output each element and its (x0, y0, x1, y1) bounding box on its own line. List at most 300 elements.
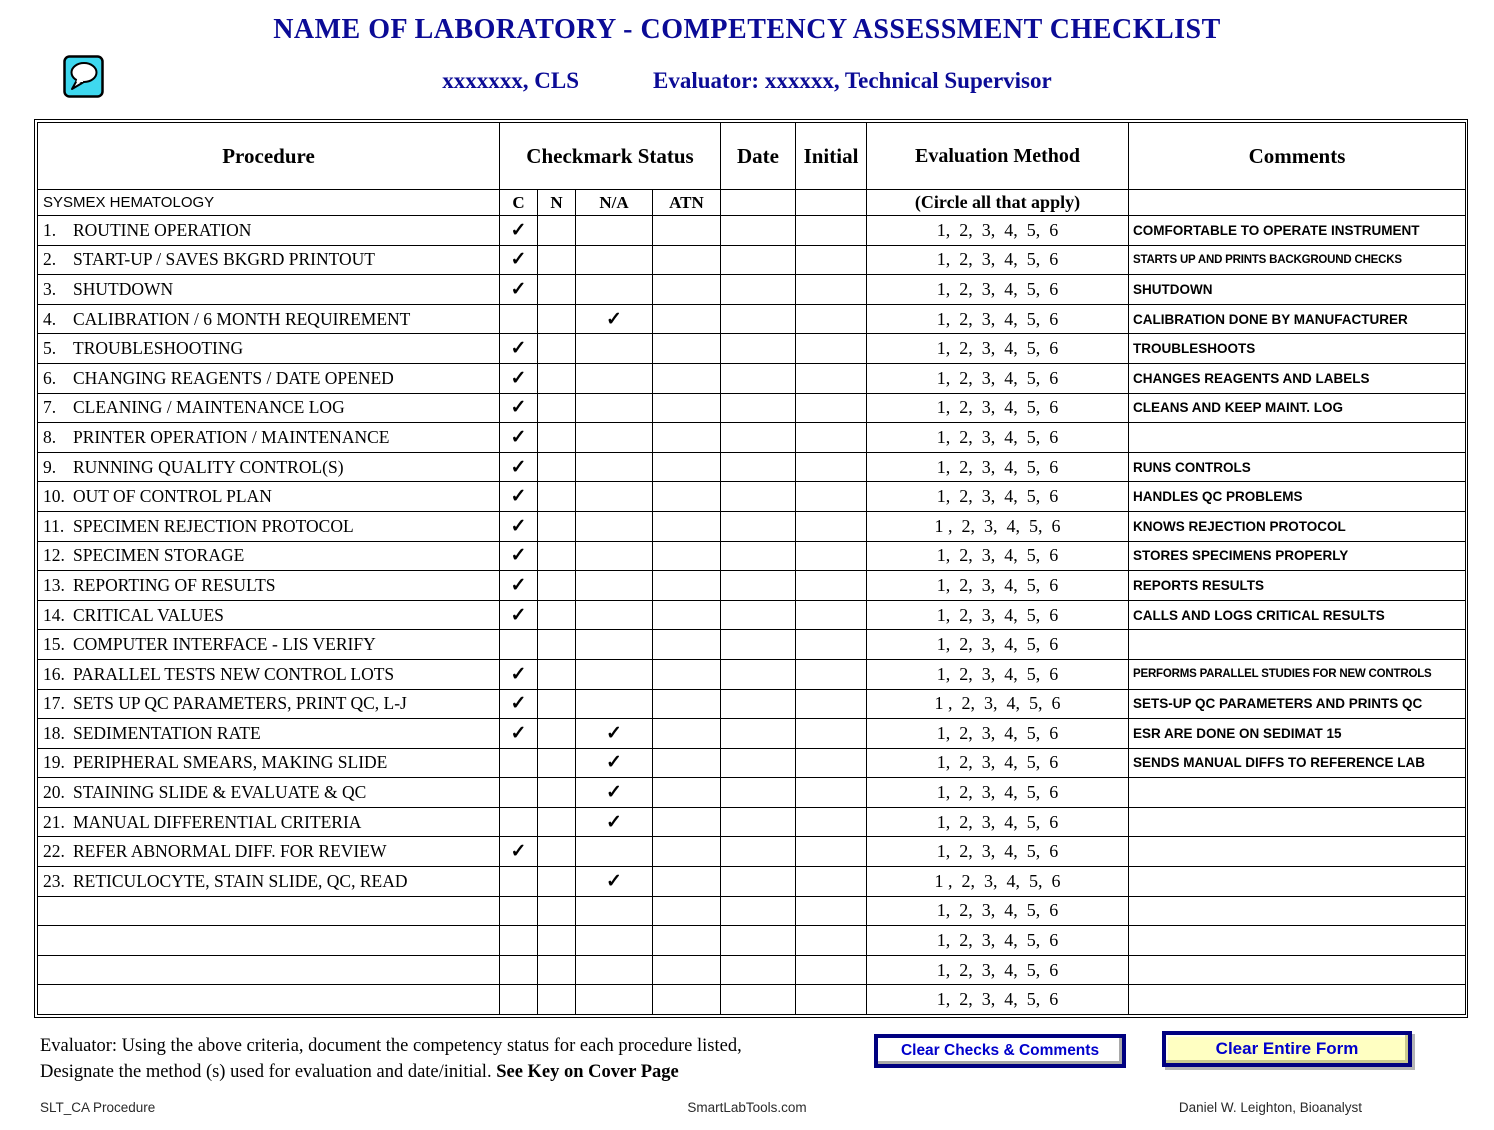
date-cell[interactable] (721, 985, 796, 1015)
check-n-cell[interactable] (538, 926, 576, 956)
initial-cell[interactable] (796, 334, 867, 364)
check-na-cell[interactable]: ✓ (576, 304, 653, 334)
check-n-cell[interactable] (538, 659, 576, 689)
comment-cell[interactable] (1129, 985, 1466, 1015)
procedure-cell: 11. SPECIMEN REJECTION PROTOCOL (38, 511, 500, 541)
date-cell[interactable] (721, 778, 796, 808)
check-atn-cell[interactable] (653, 748, 721, 778)
initial-cell[interactable] (796, 837, 867, 867)
evaluator-name: Evaluator: xxxxxx, Technical Supervisor (653, 68, 1052, 93)
check-n-cell[interactable] (538, 689, 576, 719)
doc-source: SmartLabTools.com (687, 1100, 807, 1115)
check-n-cell[interactable] (538, 896, 576, 926)
initial-cell[interactable] (796, 511, 867, 541)
check-atn-cell[interactable] (653, 955, 721, 985)
date-cell[interactable] (721, 571, 796, 601)
check-n-cell[interactable] (538, 363, 576, 393)
date-cell[interactable] (721, 689, 796, 719)
eval-method-cell[interactable]: 1, 2, 3, 4, 5, 6 (867, 807, 1129, 837)
procedure-cell: 16. PARALLEL TESTS NEW CONTROL LOTS (38, 659, 500, 689)
check-n-cell[interactable] (538, 955, 576, 985)
checklist-table (34, 119, 1468, 1018)
eval-method-cell[interactable]: 1, 2, 3, 4, 5, 6 (867, 571, 1129, 601)
eval-method-cell[interactable]: 1, 2, 3, 4, 5, 6 (867, 363, 1129, 393)
check-n-cell[interactable] (538, 807, 576, 837)
check-na-cell[interactable]: ✓ (576, 719, 653, 749)
check-c-cell[interactable]: ✓ (500, 452, 538, 482)
procedure-cell: 18. SEDIMENTATION RATE (38, 719, 500, 749)
check-atn-cell[interactable] (653, 659, 721, 689)
table-row (38, 363, 1466, 393)
eval-method-cell[interactable]: 1, 2, 3, 4, 5, 6 (867, 659, 1129, 689)
date-cell[interactable] (721, 926, 796, 956)
date-cell[interactable] (721, 334, 796, 364)
table-row (38, 541, 1466, 571)
initial-cell[interactable] (796, 275, 867, 305)
check-na-cell[interactable]: ✓ (576, 867, 653, 897)
comment-cell[interactable]: COMFORTABLE TO OPERATE INSTRUMENT (1129, 216, 1466, 246)
check-n-cell[interactable] (538, 867, 576, 897)
check-na-cell[interactable] (576, 393, 653, 423)
check-na-cell[interactable] (576, 659, 653, 689)
evaluator-note-line1: Evaluator: Using the above criteria, document the competency status for each procedure listed, (40, 1036, 742, 1056)
check-c-cell[interactable]: ✓ (500, 334, 538, 364)
procedure-cell (38, 985, 500, 1015)
table-row (38, 719, 1466, 749)
procedure-cell: 20. STAINING SLIDE & EVALUATE & QC (38, 778, 500, 808)
initial-cell[interactable] (796, 600, 867, 630)
check-atn-cell[interactable] (653, 541, 721, 571)
initial-cell[interactable] (796, 748, 867, 778)
eval-method-cell[interactable]: 1, 2, 3, 4, 5, 6 (867, 423, 1129, 453)
check-na-cell[interactable] (576, 275, 653, 305)
check-n-cell[interactable] (538, 837, 576, 867)
eval-note: (Circle all that apply) (867, 190, 1129, 216)
check-atn-cell[interactable] (653, 837, 721, 867)
header-date: Date (721, 123, 796, 190)
check-atn-cell[interactable] (653, 245, 721, 275)
clear-form-button[interactable]: Clear Entire Form (1162, 1031, 1412, 1067)
evaluator-instructions (40, 1033, 742, 1085)
check-na-cell[interactable] (576, 571, 653, 601)
comment-cell[interactable]: SETS-UP QC PARAMETERS AND PRINTS QC (1129, 689, 1466, 719)
table-row (38, 245, 1466, 275)
check-c-cell[interactable] (500, 867, 538, 897)
check-atn-cell[interactable] (653, 275, 721, 305)
comment-cell[interactable]: ESR ARE DONE ON SEDIMAT 15 (1129, 719, 1466, 749)
check-c-cell[interactable]: ✓ (500, 719, 538, 749)
initial-cell[interactable] (796, 926, 867, 956)
date-cell[interactable] (721, 630, 796, 660)
initial-cell[interactable] (796, 985, 867, 1015)
check-c-cell[interactable]: ✓ (500, 423, 538, 453)
table-row (38, 659, 1466, 689)
check-n-cell[interactable] (538, 393, 576, 423)
initial-cell[interactable] (796, 452, 867, 482)
check-atn-cell[interactable] (653, 985, 721, 1015)
comment-cell[interactable]: RUNS CONTROLS (1129, 452, 1466, 482)
check-c-cell[interactable]: ✓ (500, 600, 538, 630)
table-row (38, 837, 1466, 867)
check-c-cell[interactable]: ✓ (500, 275, 538, 305)
eval-method-cell[interactable]: 1, 2, 3, 4, 5, 6 (867, 896, 1129, 926)
check-na-cell[interactable] (576, 837, 653, 867)
procedure-cell: 7. CLEANING / MAINTENANCE LOG (38, 393, 500, 423)
procedure-cell: 15. COMPUTER INTERFACE - LIS VERIFY (38, 630, 500, 660)
check-n-cell[interactable] (538, 245, 576, 275)
procedure-cell: 23. RETICULOCYTE, STAIN SLIDE, QC, READ (38, 867, 500, 897)
eval-method-cell[interactable]: 1, 2, 3, 4, 5, 6 (867, 719, 1129, 749)
initial-cell[interactable] (796, 896, 867, 926)
date-cell[interactable] (721, 482, 796, 512)
header-evaluation-method: Evaluation Method (867, 123, 1129, 190)
comment-cell[interactable]: CALLS AND LOGS CRITICAL RESULTS (1129, 600, 1466, 630)
check-c-cell[interactable]: ✓ (500, 659, 538, 689)
table-row (38, 985, 1466, 1015)
subheader-initial-cell (796, 190, 867, 216)
check-atn-cell[interactable] (653, 689, 721, 719)
check-atn-cell[interactable] (653, 393, 721, 423)
table-row (38, 393, 1466, 423)
initial-cell[interactable] (796, 393, 867, 423)
check-atn-cell[interactable] (653, 778, 721, 808)
initial-cell[interactable] (796, 807, 867, 837)
procedure-cell: 9. RUNNING QUALITY CONTROL(S) (38, 452, 500, 482)
eval-method-cell[interactable]: 1, 2, 3, 4, 5, 6 (867, 304, 1129, 334)
eval-method-cell[interactable]: 1, 2, 3, 4, 5, 6 (867, 245, 1129, 275)
initial-cell[interactable] (796, 304, 867, 334)
table-row (38, 571, 1466, 601)
initial-cell[interactable] (796, 719, 867, 749)
check-atn-cell[interactable] (653, 571, 721, 601)
check-atn-cell[interactable] (653, 334, 721, 364)
comment-cell[interactable]: REPORTS RESULTS (1129, 571, 1466, 601)
procedure-cell: 12. SPECIMEN STORAGE (38, 541, 500, 571)
date-cell[interactable] (721, 896, 796, 926)
table-row (38, 896, 1466, 926)
comment-cell[interactable]: STARTS UP AND PRINTS BACKGROUND CHECKS (1129, 245, 1466, 275)
comment-cell[interactable] (1129, 837, 1466, 867)
check-na-cell[interactable] (576, 216, 653, 246)
eval-method-cell[interactable]: 1, 2, 3, 4, 5, 6 (867, 275, 1129, 305)
table-row (38, 778, 1466, 808)
date-cell[interactable] (721, 748, 796, 778)
initial-cell[interactable] (796, 778, 867, 808)
date-cell[interactable] (721, 719, 796, 749)
comment-cell[interactable] (1129, 867, 1466, 897)
check-c-cell[interactable] (500, 304, 538, 334)
check-n-cell[interactable] (538, 423, 576, 453)
check-c-cell[interactable]: ✓ (500, 482, 538, 512)
check-atn-cell[interactable] (653, 630, 721, 660)
initial-cell[interactable] (796, 955, 867, 985)
procedure-cell (38, 955, 500, 985)
check-na-cell[interactable] (576, 245, 653, 275)
check-n-cell[interactable] (538, 304, 576, 334)
eval-method-cell[interactable]: 1 , 2, 3, 4, 5, 6 (867, 511, 1129, 541)
table-row (38, 926, 1466, 956)
eval-method-cell[interactable]: 1, 2, 3, 4, 5, 6 (867, 778, 1129, 808)
procedure-cell: 14. CRITICAL VALUES (38, 600, 500, 630)
check-na-cell[interactable] (576, 630, 653, 660)
initial-cell[interactable] (796, 363, 867, 393)
check-n-cell[interactable] (538, 985, 576, 1015)
comment-cell[interactable]: TROUBLESHOOTS (1129, 334, 1466, 364)
procedure-cell: 13. REPORTING OF RESULTS (38, 571, 500, 601)
clear-checks-button[interactable]: Clear Checks & Comments (874, 1034, 1126, 1068)
table-row (38, 334, 1466, 364)
comment-cell[interactable]: CLEANS AND KEEP MAINT. LOG (1129, 393, 1466, 423)
subheader-comments-cell (1129, 190, 1466, 216)
check-c-cell[interactable]: ✓ (500, 216, 538, 246)
header-checkmark-status: Checkmark Status (500, 123, 721, 190)
table-row (38, 275, 1466, 305)
check-na-cell[interactable]: ✓ (576, 778, 653, 808)
check-na-cell[interactable] (576, 452, 653, 482)
check-atn-cell[interactable] (653, 867, 721, 897)
procedure-cell: 3. SHUTDOWN (38, 275, 500, 305)
check-c-cell[interactable] (500, 955, 538, 985)
check-c-cell[interactable]: ✓ (500, 541, 538, 571)
check-atn-cell[interactable] (653, 926, 721, 956)
date-cell[interactable] (721, 304, 796, 334)
check-na-cell[interactable] (576, 541, 653, 571)
check-n-cell[interactable] (538, 482, 576, 512)
date-cell[interactable] (721, 867, 796, 897)
see-key-note: See Key on Cover Page (496, 1062, 679, 1082)
check-na-cell[interactable] (576, 334, 653, 364)
check-n-cell[interactable] (538, 541, 576, 571)
check-n-cell[interactable] (538, 334, 576, 364)
date-cell[interactable] (721, 216, 796, 246)
table-subheader-row (38, 190, 1466, 216)
check-c-cell[interactable]: ✓ (500, 837, 538, 867)
date-cell[interactable] (721, 245, 796, 275)
procedure-cell: 22. REFER ABNORMAL DIFF. FOR REVIEW (38, 837, 500, 867)
check-c-cell[interactable] (500, 748, 538, 778)
comment-cell[interactable] (1129, 955, 1466, 985)
check-na-cell[interactable] (576, 600, 653, 630)
procedure-cell: 19. PERIPHERAL SMEARS, MAKING SLIDE (38, 748, 500, 778)
check-na-cell[interactable] (576, 363, 653, 393)
date-cell[interactable] (721, 807, 796, 837)
check-atn-cell[interactable] (653, 452, 721, 482)
doc-author: Daniel W. Leighton, Bioanalyst (1178, 1100, 1362, 1115)
check-c-cell[interactable]: ✓ (500, 511, 538, 541)
doc-id: SLT_CA Procedure (40, 1100, 156, 1115)
comment-cell[interactable]: STORES SPECIMENS PROPERLY (1129, 541, 1466, 571)
procedure-cell: 4. CALIBRATION / 6 MONTH REQUIREMENT (38, 304, 500, 334)
check-na-cell[interactable] (576, 482, 653, 512)
check-n-cell[interactable] (538, 630, 576, 660)
date-cell[interactable] (721, 363, 796, 393)
table-row (38, 689, 1466, 719)
eval-method-cell[interactable]: 1, 2, 3, 4, 5, 6 (867, 541, 1129, 571)
check-n-cell[interactable] (538, 452, 576, 482)
check-n-cell[interactable] (538, 719, 576, 749)
check-n-cell[interactable] (538, 600, 576, 630)
check-c-cell[interactable] (500, 630, 538, 660)
eval-method-cell[interactable]: 1, 2, 3, 4, 5, 6 (867, 216, 1129, 246)
check-atn-cell[interactable] (653, 363, 721, 393)
date-cell[interactable] (721, 423, 796, 453)
check-c-cell[interactable]: ✓ (500, 245, 538, 275)
table-row (38, 423, 1466, 453)
initial-cell[interactable] (796, 571, 867, 601)
comment-cell[interactable]: KNOWS REJECTION PROTOCOL (1129, 511, 1466, 541)
check-c-cell[interactable]: ✓ (500, 363, 538, 393)
procedure-cell: 21. MANUAL DIFFERENTIAL CRITERIA (38, 807, 500, 837)
procedure-cell: 17. SETS UP QC PARAMETERS, PRINT QC, L-J (38, 689, 500, 719)
check-c-cell[interactable] (500, 896, 538, 926)
check-c-cell[interactable] (500, 926, 538, 956)
table-row (38, 511, 1466, 541)
eval-method-cell[interactable]: 1, 2, 3, 4, 5, 6 (867, 393, 1129, 423)
subtitle-row (0, 68, 1494, 94)
initial-cell[interactable] (796, 659, 867, 689)
initial-cell[interactable] (796, 689, 867, 719)
eval-method-cell[interactable]: 1, 2, 3, 4, 5, 6 (867, 837, 1129, 867)
status-col-atn: ATN (653, 190, 721, 216)
check-c-cell[interactable]: ✓ (500, 393, 538, 423)
comment-cell[interactable]: SHUTDOWN (1129, 275, 1466, 305)
check-atn-cell[interactable] (653, 482, 721, 512)
eval-method-cell[interactable]: 1, 2, 3, 4, 5, 6 (867, 600, 1129, 630)
page-title: NAME OF LABORATORY - COMPETENCY ASSESSMENT CHECKLIST (273, 14, 1221, 45)
comment-cell[interactable]: CALIBRATION DONE BY MANUFACTURER (1129, 304, 1466, 334)
procedure-cell (38, 926, 500, 956)
comment-cell[interactable] (1129, 807, 1466, 837)
employee-name: xxxxxxx, CLS (442, 68, 580, 93)
eval-method-cell[interactable]: 1, 2, 3, 4, 5, 6 (867, 955, 1129, 985)
check-atn-cell[interactable] (653, 304, 721, 334)
check-c-cell[interactable] (500, 807, 538, 837)
date-cell[interactable] (721, 541, 796, 571)
check-n-cell[interactable] (538, 778, 576, 808)
initial-cell[interactable] (796, 216, 867, 246)
check-c-cell[interactable] (500, 985, 538, 1015)
check-c-cell[interactable]: ✓ (500, 571, 538, 601)
date-cell[interactable] (721, 275, 796, 305)
subheader-date-cell (721, 190, 796, 216)
comment-cell[interactable]: HANDLES QC PROBLEMS (1129, 482, 1466, 512)
header-initial: Initial (796, 123, 867, 190)
check-na-cell[interactable] (576, 985, 653, 1015)
table-row (38, 955, 1466, 985)
check-atn-cell[interactable] (653, 719, 721, 749)
table-row (38, 482, 1466, 512)
table-header-row (38, 123, 1466, 190)
procedure-cell: 1. ROUTINE OPERATION (38, 216, 500, 246)
comment-cell[interactable] (1129, 423, 1466, 453)
procedure-cell: 6. CHANGING REAGENTS / DATE OPENED (38, 363, 500, 393)
check-atn-cell[interactable] (653, 216, 721, 246)
check-n-cell[interactable] (538, 216, 576, 246)
comment-cell[interactable]: CHANGES REAGENTS AND LABELS (1129, 363, 1466, 393)
check-atn-cell[interactable] (653, 807, 721, 837)
comment-cell[interactable] (1129, 778, 1466, 808)
procedure-cell: 8. PRINTER OPERATION / MAINTENANCE (38, 423, 500, 453)
header-comments: Comments (1129, 123, 1466, 190)
date-cell[interactable] (721, 511, 796, 541)
eval-method-cell[interactable]: 1, 2, 3, 4, 5, 6 (867, 985, 1129, 1015)
table-row (38, 600, 1466, 630)
comment-cell[interactable] (1129, 896, 1466, 926)
eval-method-cell[interactable]: 1 , 2, 3, 4, 5, 6 (867, 689, 1129, 719)
comment-cell[interactable]: SENDS MANUAL DIFFS TO REFERENCE LAB (1129, 748, 1466, 778)
check-n-cell[interactable] (538, 571, 576, 601)
check-na-cell[interactable] (576, 423, 653, 453)
check-na-cell[interactable]: ✓ (576, 807, 653, 837)
check-atn-cell[interactable] (653, 423, 721, 453)
eval-method-cell[interactable]: 1, 2, 3, 4, 5, 6 (867, 926, 1129, 956)
check-c-cell[interactable] (500, 778, 538, 808)
eval-method-cell[interactable]: 1, 2, 3, 4, 5, 6 (867, 748, 1129, 778)
table-row (38, 630, 1466, 660)
date-cell[interactable] (721, 837, 796, 867)
initial-cell[interactable] (796, 423, 867, 453)
eval-method-cell[interactable]: 1, 2, 3, 4, 5, 6 (867, 452, 1129, 482)
date-cell[interactable] (721, 393, 796, 423)
check-n-cell[interactable] (538, 511, 576, 541)
table-row (38, 452, 1466, 482)
check-na-cell[interactable]: ✓ (576, 748, 653, 778)
initial-cell[interactable] (796, 867, 867, 897)
procedure-cell: 2. START-UP / SAVES BKGRD PRINTOUT (38, 245, 500, 275)
section-label: SYSMEX HEMATOLOGY (38, 190, 500, 216)
check-n-cell[interactable] (538, 748, 576, 778)
header-procedure: Procedure (38, 123, 500, 190)
check-c-cell[interactable]: ✓ (500, 689, 538, 719)
check-atn-cell[interactable] (653, 511, 721, 541)
procedure-cell: 10. OUT OF CONTROL PLAN (38, 482, 500, 512)
document-footer (0, 1100, 1494, 1120)
comment-cell[interactable] (1129, 630, 1466, 660)
check-na-cell[interactable] (576, 689, 653, 719)
initial-cell[interactable] (796, 245, 867, 275)
date-cell[interactable] (721, 600, 796, 630)
status-col-n: N (538, 190, 576, 216)
check-na-cell[interactable] (576, 896, 653, 926)
procedure-cell (38, 896, 500, 926)
date-cell[interactable] (721, 659, 796, 689)
date-cell[interactable] (721, 955, 796, 985)
eval-method-cell[interactable]: 1 , 2, 3, 4, 5, 6 (867, 867, 1129, 897)
eval-method-cell[interactable]: 1, 2, 3, 4, 5, 6 (867, 630, 1129, 660)
comment-cell[interactable] (1129, 926, 1466, 956)
status-col-c: C (500, 190, 538, 216)
table-row (38, 216, 1466, 246)
comment-cell[interactable]: PERFORMS PARALLEL STUDIES FOR NEW CONTROLS (1129, 659, 1466, 689)
checklist-body (38, 216, 1466, 1015)
eval-method-cell[interactable]: 1, 2, 3, 4, 5, 6 (867, 482, 1129, 512)
procedure-cell: 5. TROUBLESHOOTING (38, 334, 500, 364)
check-na-cell[interactable] (576, 926, 653, 956)
initial-cell[interactable] (796, 541, 867, 571)
check-n-cell[interactable] (538, 275, 576, 305)
date-cell[interactable] (721, 452, 796, 482)
eval-method-cell[interactable]: 1, 2, 3, 4, 5, 6 (867, 334, 1129, 364)
initial-cell[interactable] (796, 630, 867, 660)
check-na-cell[interactable] (576, 511, 653, 541)
initial-cell[interactable] (796, 482, 867, 512)
table-row (38, 807, 1466, 837)
check-atn-cell[interactable] (653, 896, 721, 926)
table-row (38, 748, 1466, 778)
check-na-cell[interactable] (576, 955, 653, 985)
check-atn-cell[interactable] (653, 600, 721, 630)
table-row (38, 867, 1466, 897)
